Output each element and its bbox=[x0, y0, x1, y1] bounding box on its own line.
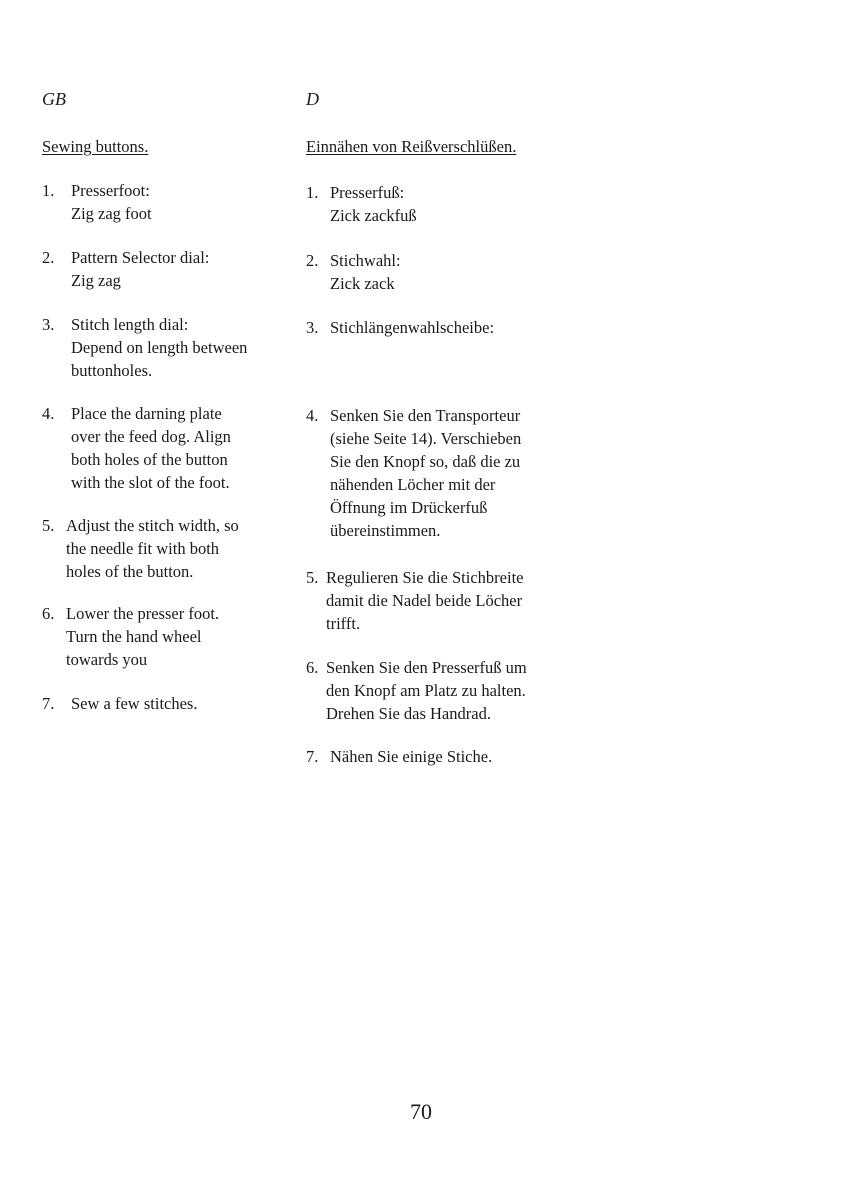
step-number: 6. bbox=[42, 604, 55, 623]
step-number: 5. bbox=[42, 516, 55, 535]
step-line: Regulieren Sie die Stichbreite bbox=[326, 568, 524, 587]
step-line: Öffnung im Drückerfuß bbox=[330, 498, 488, 517]
step-line: Stichlängenwahlscheibe: bbox=[330, 318, 495, 337]
step-number: 7. bbox=[42, 694, 55, 713]
step-line: Zick zack bbox=[330, 274, 395, 293]
step-number: 2. bbox=[42, 248, 55, 267]
step-line: the needle fit with both bbox=[66, 539, 220, 558]
step-number: 4. bbox=[306, 406, 319, 425]
step-line: towards you bbox=[66, 650, 148, 669]
step-number: 7. bbox=[306, 747, 319, 766]
step-number: 5. bbox=[306, 568, 319, 587]
section-heading-gb: Sewing buttons. bbox=[42, 137, 149, 156]
step-line: übereinstimmen. bbox=[330, 521, 441, 540]
step-line: Presserfoot: bbox=[71, 181, 150, 200]
step-line: Drehen Sie das Handrad. bbox=[326, 704, 491, 723]
step-line: both holes of the button bbox=[71, 450, 228, 469]
page-number: 70 bbox=[410, 1099, 432, 1124]
step-line: Turn the hand wheel bbox=[66, 627, 202, 646]
step-line: den Knopf am Platz zu halten. bbox=[326, 681, 526, 700]
step-line: buttonholes. bbox=[71, 361, 153, 380]
step-line: Stichwahl: bbox=[330, 251, 401, 270]
step-line: Zick zackfuß bbox=[330, 206, 417, 225]
step-line: holes of the button. bbox=[66, 562, 194, 581]
step-line: Zig zag bbox=[71, 271, 121, 290]
step-line: over the feed dog. Align bbox=[71, 427, 231, 446]
step-line: damit die Nadel beide Löcher bbox=[326, 591, 523, 610]
step-line: nähenden Löcher mit der bbox=[330, 475, 496, 494]
step-line: (siehe Seite 14). Verschieben bbox=[330, 429, 522, 448]
step-line: Sie den Knopf so, daß die zu bbox=[330, 452, 521, 471]
step-line: Zig zag foot bbox=[71, 204, 152, 223]
step-line: Senken Sie den Presserfuß um bbox=[326, 658, 527, 677]
language-label-d: D bbox=[306, 89, 319, 109]
step-number: 3. bbox=[306, 318, 319, 337]
step-line: Sew a few stitches. bbox=[71, 694, 198, 713]
step-line: Depend on length between bbox=[71, 338, 248, 357]
step-line: trifft. bbox=[326, 614, 361, 633]
step-line: Presserfuß: bbox=[330, 183, 405, 202]
step-number: 1. bbox=[306, 183, 319, 202]
step-line: Place the darning plate bbox=[71, 404, 222, 423]
step-line: with the slot of the foot. bbox=[71, 473, 230, 492]
step-number: 1. bbox=[42, 181, 55, 200]
step-line: Pattern Selector dial: bbox=[71, 248, 210, 267]
step-number: 2. bbox=[306, 251, 319, 270]
language-label-gb: GB bbox=[42, 89, 66, 109]
step-line: Stitch length dial: bbox=[71, 315, 189, 334]
step-line: Senken Sie den Transporteur bbox=[330, 406, 521, 425]
step-number: 3. bbox=[42, 315, 55, 334]
step-number: 4. bbox=[42, 404, 55, 423]
step-line: Lower the presser foot. bbox=[66, 604, 220, 623]
step-line: Nähen Sie einige Stiche. bbox=[330, 747, 493, 766]
section-heading-d: Einnähen von Reißverschlüßen. bbox=[306, 137, 517, 156]
step-number: 6. bbox=[306, 658, 319, 677]
step-line: Adjust the stitch width, so bbox=[66, 516, 239, 535]
